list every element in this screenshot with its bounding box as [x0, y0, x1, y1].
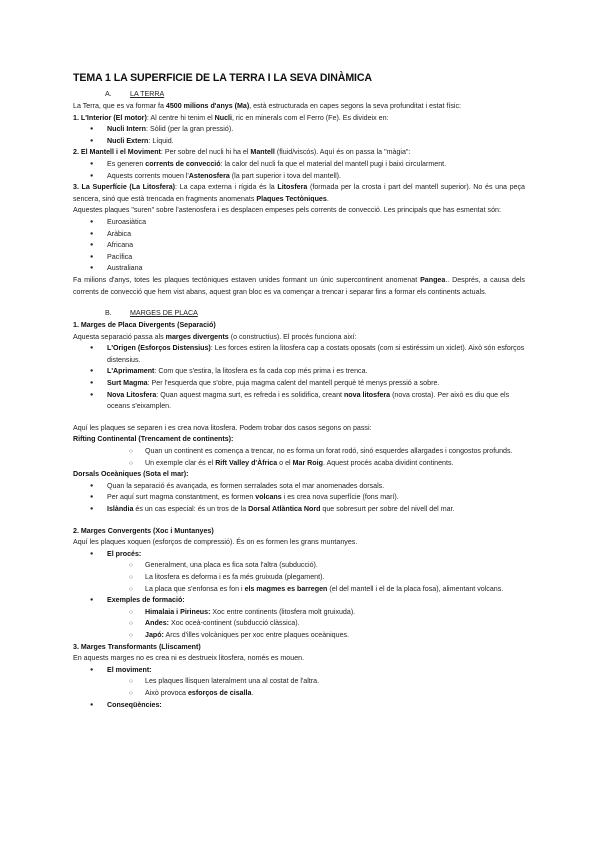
mantle-paragraph: 2. El Mantell i el Moviment: Per sobre del nucli hi ha el Mantell (fluid/viscós). Aquí és on passa la "màgia": [73, 148, 411, 157]
transform-title: 3. Marges Transformants (Lliscament) [73, 642, 201, 651]
list-item: ● L'Origen (Esforços Distensius): Les forces estiren la litosfera cap a costats oposats (com si estiréssim un xiclet). Això són esforços distensius. [73, 343, 525, 366]
list-item: ○ La placa que s'enfonsa es fon i els magmes es barregen (el del mantell i el de la placa fosa), alimentant volcans. [73, 584, 525, 596]
list-item: ● Exemples de formació: ○ Himalaia i Pirineus: Xoc entre continents (litosfera molt gruixuda). ○ Andes: Xoc oceà-continent (subducció clàssica). ○ Japó: Arcs d'illes volcàniques per xoc entre plaques oceàniques. [73, 595, 525, 641]
convergent-text: Aquí les plaques xoquen (esforços de compressió). És on es formen les grans muntanyes. [73, 538, 358, 547]
interior-paragraph: 1. L'Interior (El motor): Al centre hi tenim el Nucli, ric en minerals com el Ferro (Fe). Es divideix en: [73, 113, 389, 122]
intro-paragraph: La Terra, que es va formar fa 4500 milions d'anys (Ma), està estructurada en capes segons la seva profunditat i estat físic: [73, 102, 461, 110]
convergent-list [73, 549, 525, 642]
list-item: ● Surt Magma: Per l'esquerda que s'obre, puja magma calent del mantell perquè té menys pressió a sobre. [73, 378, 525, 390]
rifting-title: Rifting Continental (Trencament de continents): [73, 435, 234, 444]
list-item: ○ Japó: Arcs d'illes volcàniques per xoc entre plaques oceàniques. [73, 630, 525, 642]
transform-list [73, 665, 525, 711]
list-item: ● Nucli Intern: Sòlid (per la gran pressió). [73, 124, 525, 136]
section-b-heading: B. MARGES DE PLACA [105, 309, 198, 318]
list-item: ● L'Aprimament: Com que s'estira, la litosfera es fa cada cop més prima i es trenca. [73, 366, 525, 378]
list-item: ○ Generalment, una placa es fica sota l'altra (subducció). [73, 560, 525, 572]
divergent-title: 1. Marges de Placa Divergents (Separació) [73, 321, 216, 330]
convergent-title: 2. Marges Convergents (Xoc i Muntanyes) [73, 526, 214, 535]
divergent-intro: Aquesta separació passa als marges divergents (o constructius). El procés funciona així: [73, 332, 357, 341]
rifting-list [73, 446, 525, 469]
mantle-list [73, 159, 525, 182]
core-list [73, 124, 525, 147]
list-item: ● Pacífica [73, 252, 525, 264]
list-item: ● Nova Litosfera: Quan aquest magma surt, es refreda i es solidifica, creant nova litosfera (nova crosta). Per això es diu que els oceans s'eixamplen. [73, 390, 525, 413]
divergent-list [73, 343, 525, 413]
list-item: ○ Les plaques llisquen lateralment una al costat de l'altra. [73, 676, 525, 688]
list-item: ● El procés: ○ Generalment, una placa es fica sota l'altra (subducció). ○ La litosfera es deforma i es fa més gruixuda (plegament). ○ La placa que s'enfonsa es fon i els magmes es barregen (el del mantell i el de la placa fosa), alimentant volcans. [73, 549, 525, 595]
list-item: ○ Un exemple clar és el Rift Valley d'Àfrica o el Mar Roig. Aquest procés acaba dividint continents. [73, 458, 525, 470]
document-page [73, 72, 525, 711]
list-item: ● Islàndia és un cas especial: és un tros de la Dorsal Atlàntica Nord que sobresurt per sobre del nivell del mar. [73, 504, 525, 516]
surface-paragraph: 3. La Superfície (La Litosfera): La capa externa i rígida és la Litosfera (formada per la crosta i part del mantell superior). No és una peça sencera, sinó que està trencada en fragments anomenats Plaques Tectòniques. [73, 183, 525, 203]
list-item: ● Australiana [73, 263, 525, 275]
list-item: ● Conseqüències: [73, 700, 525, 712]
list-item: ● Euroasiàtica [73, 217, 525, 229]
list-item: ● Aràbica [73, 229, 525, 241]
list-item: ○ Això provoca esforços de cisalla. [73, 688, 525, 700]
section-a-heading: A. LA TERRA [105, 90, 165, 98]
plates-list [73, 217, 525, 275]
list-item: ● Es generen corrents de convecció: la calor del nucli fa que el material del mantell pugi i baixi circularment. [73, 159, 525, 171]
list-item: ○ Quan un continent es comença a trencar, no es forma un forat rodó, sinó esquerdes allargades i congostos profunds. [73, 446, 525, 458]
page-title: TEMA 1 LA SUPERFICIE DE LA TERRA I LA SEVA DINÀMICA [73, 72, 372, 84]
list-item: ● Quan la separació és avançada, es formen serralades sota el mar anomenades dorsals. [73, 481, 525, 493]
dorsals-title: Dorsals Oceàniques (Sota el mar): [73, 470, 189, 479]
list-item: ○ La litosfera es deforma i es fa més gruixuda (plegament). [73, 572, 525, 584]
list-item: ● Nucli Extern: Líquid. [73, 136, 525, 148]
list-item: ● El moviment: ○ Les plaques llisquen lateralment una al costat de l'altra. ○ Això provoca esforços de cisalla. [73, 665, 525, 700]
transform-text: En aquests marges no es crea ni es destrueix litosfera, només es mouen. [73, 654, 305, 663]
list-item: ● Per aquí surt magma constantment, es formen volcans i es crea nova superfície (fons marí). [73, 492, 525, 504]
dorsals-list [73, 481, 525, 516]
list-item: ● Africana [73, 240, 525, 252]
pangea-paragraph: Fa milions d'anys, totes les plaques tectòniques estaven unides formant un únic supercontinent anomenat Pangea.. Després, a causa dels corrents de convecció que hem vist abans, aquest gran bloc es va començar a trencar i separar fins a formar els continents actuals. [73, 275, 525, 296]
separation-text: Aquí les plaques se separen i es crea nova litosfera. Podem trobar dos casos segons on passi: [73, 423, 372, 432]
list-item: ○ Himalaia i Pirineus: Xoc entre continents (litosfera molt gruixuda). [73, 607, 525, 619]
list-item: ○ Andes: Xoc oceà-continent (subducció clàssica). [73, 618, 525, 630]
list-item: ● Aquests corrents mouen l'Astenosfera (la part superior i tova del mantell). [73, 171, 525, 183]
plates-intro: Aquestes plaques "suren" sobre l'astenosfera i es desplacen empeses pels corrents de convecció. Les principals que has esmentat són: [73, 206, 501, 215]
